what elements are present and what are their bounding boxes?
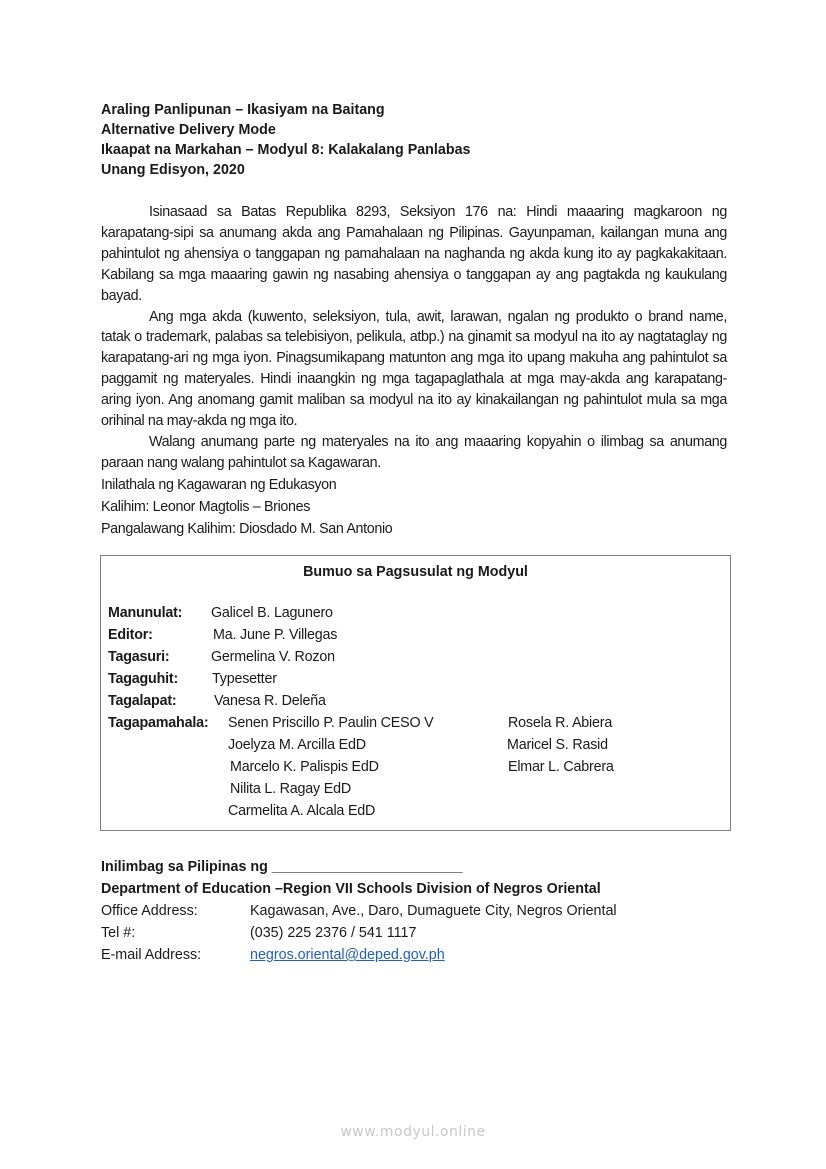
telephone-value: (035) 225 2376 / 541 1117 [250,925,417,941]
manager-name: Elmar L. Cabrera [508,759,614,775]
credit-label: Tagaguhit: [108,671,179,687]
manager-name: Carmelita A. Alcala EdD [228,803,376,819]
manager-name: Joelyza M. Arcilla EdD [228,737,366,753]
department-line: Department of Education –Region VII Schools Division of Negros Oriental [101,881,601,897]
email-link[interactable]: negros.oriental@deped.gov.ph [250,947,445,963]
delivery-mode: Alternative Delivery Mode [101,122,276,138]
credit-label: Manunulat: [108,605,183,621]
manager-name: Rosela R. Abiera [508,715,613,731]
credit-row-reviewer [108,647,335,667]
credit-row-illustrator [108,669,277,689]
website-watermark: www.modyul.online [340,1124,486,1140]
credit-label: Tagapamahala: [108,715,209,731]
undersecretary-line: Pangalawang Kalihim: Diosdado M. San Antonio [101,520,393,537]
manager-name: Nilita L. Ragay EdD [230,781,351,797]
copyright-paragraph: Isinasaad sa Batas Republika 8293, Seksiyon 176 na: Hindi maaaring magkaroon ng karapatang-sipi sa anumang akda ang Pamahalaan ng Pilipinas. Gayunpaman, kailangan muna ang pahintulot ng ahensiya o tanggapan ng pamahalaan na naghanda ng akda kung ito ay pagkakakitaan. Kabilang sa mga maaaring gawin ng nasabing ahensiya o tanggapan ay ang pagtakda ng kaukulang bayad. [101,204,727,304]
credit-label: Tagalapat: [108,693,177,709]
credit-value: Germelina V. Rozon [211,649,335,665]
contact-label: E-mail Address: [101,947,202,963]
manager-name: Marcelo K. Palispis EdD [230,759,379,775]
telephone-row [101,922,601,944]
manager-name: Maricel S. Rasid [507,737,608,753]
copyright-notice [101,202,727,540]
credit-label: Tagasuri: [108,649,170,665]
manager-name: Senen Priscillo P. Paulin CESO V [228,715,434,731]
credits-title: Bumuo sa Pagsusulat ng Modyul [303,564,528,580]
credit-value: Typesetter [212,671,277,687]
credit-value: Vanesa R. Deleña [214,693,326,709]
module-header [101,100,470,180]
copyright-paragraph: Ang mga akda (kuwento, seleksiyon, tula, awit, larawan, ngalan ng produkto o brand name, tatak o trademark, palabas sa telebisiyon, pelikula, atbp.) na ginamit sa modyul na ito ay nagtataglay ng karapatang-ari ng mga iyon. Pinagsumikapang matunton ang mga ito upang makuha ang pahintulot sa paggamit ng materyales. Hindi inaangkin ng mga tagapaglathala at mga may-akda ang karapatang-aring iyon. Ang anomang gamit maliban sa modyul na ito ay kinakailangan ng pahintulot mula sa mga orihinal na may-akda ng mga ito. [101,308,727,430]
credit-row-layout-artist [108,691,326,711]
credit-row-writer [108,603,333,623]
office-address-row [101,900,617,922]
printed-in-line: Inilimbag sa Pilipinas ng ________________________ [101,859,463,875]
subject-title: Araling Panlipunan – Ikasiyam na Baitang [101,102,385,118]
copyright-paragraph: Walang anumang parte ng materyales na ito ang maaaring kopyahin o ilimbag sa anumang paraan nang walang pahintulot sa Kagawaran. [101,433,727,471]
quarter-module-title: Ikaapat na Markahan – Modyul 8: Kalakalang Panlabas [101,142,471,158]
module-credits-box [100,555,731,831]
credit-value: Galicel B. Lagunero [211,605,333,621]
contact-label: Office Address: [101,903,198,919]
publisher-line: Inilathala ng Kagawaran ng Edukasyon [101,476,337,493]
credit-label: Editor: [108,627,153,643]
credit-value: Ma. June P. Villegas [213,627,338,643]
contact-label: Tel #: [101,925,136,941]
credit-row-managers [108,713,208,733]
publication-info [101,856,617,966]
email-row [101,944,601,966]
credit-row-editor [108,625,338,645]
secretary-line: Kalihim: Leonor Magtolis – Briones [101,498,311,515]
office-address-value: Kagawasan, Ave., Daro, Dumaguete City, Negros Oriental [250,903,617,919]
edition: Unang Edisyon, 2020 [101,162,245,178]
